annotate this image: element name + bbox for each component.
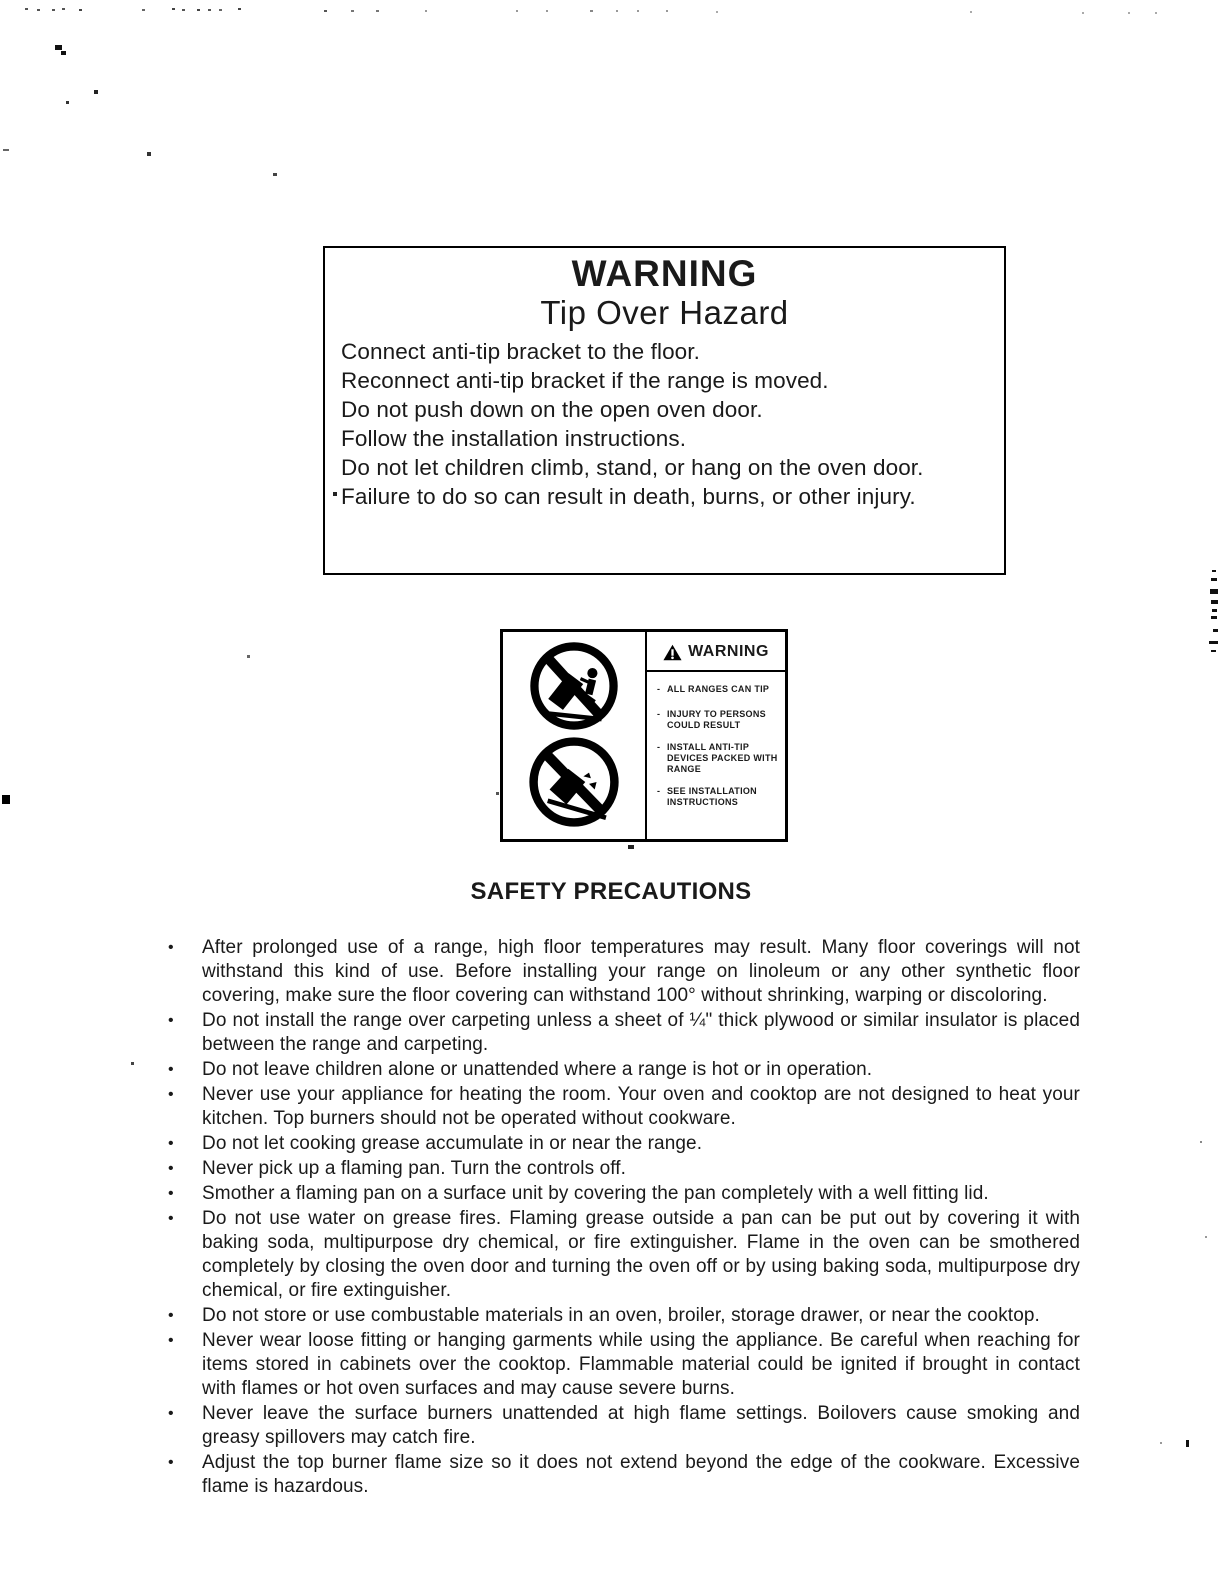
safety-bullet-item [160,1009,1080,1057]
warning-line: Do not push down on the open oven door. [341,397,763,422]
range-tip-over-prohibition-icon [527,735,621,829]
safety-bullet-item [160,1182,1080,1206]
warning-line: Failure to do so can result in death, burns, or other injury. [341,484,916,509]
safety-bullet-item [160,1451,1080,1499]
safety-bullet-text: Never use your appliance for heating the room. Your oven and cooktop are not designed to heat your kitchen. Top burners should not be operated without cookware. [202,1084,1080,1129]
bullet-marker: • [168,1160,174,1177]
safety-bullet-item [160,1207,1080,1303]
label-items [647,672,785,823]
warning-line: Do not let children climb, stand, or hang on the oven door. [341,455,924,480]
safety-bullet-text: After prolonged use of a range, high floor temperatures may result. Many floor coverings will not withstand this kind of use. Before installing your range on linoleum or any other synthetic floor covering, make sure the floor covering can withstand 100° without shrinking, warping or discoloring. [202,937,1080,1006]
safety-bullet-item [160,1157,1080,1181]
safety-bullet-text: Do not use water on grease fires. Flaming grease outside a pan can be put out by covering it with baking soda, multipurpose dry chemical, or fire extinguisher. Flame in the oven can be smothered completely by closing the oven door and turning the oven off or by using baking soda, multipurpose dry chemical, or fire extinguisher. [202,1208,1080,1301]
bullet-marker: • [168,1086,174,1103]
tip-over-warning-box [323,246,1006,575]
label-item-text: ALL RANGES CAN TIP [667,684,770,694]
range-tip-child-prohibition-icon [528,640,620,732]
label-item [657,684,779,695]
safety-precautions-list [160,936,1080,1500]
safety-precautions-heading: SAFETY PRECAUTIONS [470,878,752,905]
safety-bullet-text: Do not install the range over carpeting unless a sheet of ¼" thick plywood or similar insulator is placed between the range and carpeting. [202,1010,1080,1055]
safety-bullet-text: Smother a flaming pan on a surface unit by covering the pan completely with a well fitting lid. [202,1183,989,1204]
bullet-marker: • [168,1454,174,1471]
bullet-marker: • [168,1135,174,1152]
label-item-marker: - [657,709,661,719]
label-item [657,709,779,731]
safety-bullet-item [160,1402,1080,1450]
warning-line: Reconnect anti-tip bracket if the range is moved. [341,368,829,393]
warning-line: Connect anti-tip bracket to the floor. [341,339,700,364]
label-pictograms [503,632,647,839]
safety-bullet-text: Do not store or use combustable materials in an oven, broiler, storage drawer, or near the cooktop. [202,1305,1040,1326]
label-item-marker: - [657,684,661,694]
safety-bullet-text: Do not let cooking grease accumulate in or near the range. [202,1133,703,1154]
bullet-marker: • [168,939,174,956]
label-item-text: INJURY TO PERSONS COULD RESULT [667,709,766,730]
label-item-marker: - [657,742,661,752]
label-item-text: SEE INSTALLATION INSTRUCTIONS [667,786,757,807]
safety-bullet-text: Never wear loose fitting or hanging garments while using the appliance. Be careful when reaching for items stored in cabinets over the cooktop. Flammable material could be ignited if brought in contact with flames or hot oven surfaces and may cause severe burns. [202,1330,1080,1399]
label-text-column [647,632,785,839]
bullet-marker: • [168,1405,174,1422]
safety-bullet-item [160,1329,1080,1401]
safety-bullet-item [160,1132,1080,1156]
label-item-text: INSTALL ANTI-TIP DEVICES PACKED WITH RANGE [667,742,778,774]
label-item [657,742,779,775]
anti-tip-label [500,629,788,842]
safety-bullet-item [160,1058,1080,1082]
warning-subtitle: Tip Over Hazard [540,294,789,331]
bullet-marker: • [168,1332,174,1349]
safety-bullet-text: Do not leave children alone or unattended where a range is hot or in operation. [202,1059,873,1080]
safety-bullet-item [160,1083,1080,1131]
safety-bullet-text: Adjust the top burner flame size so it does not extend beyond the edge of the cookware. Excessive flame is hazardous. [202,1452,1080,1497]
bullet-marker: • [168,1012,174,1029]
bullet-marker: • [168,1210,174,1227]
label-warning-word: WARNING [688,643,769,660]
label-item [657,786,779,808]
safety-bullet-text: Never pick up a flaming pan. Turn the controls off. [202,1158,627,1179]
bullet-marker: • [168,1185,174,1202]
safety-bullet-item [160,1304,1080,1328]
warning-instructions [325,337,1004,511]
label-warning-header [647,632,785,672]
warning-triangle-icon [663,644,682,661]
safety-bullet-text: Never leave the surface burners unattended at high flame settings. Boilovers cause smoking and greasy spillovers may catch fire. [202,1403,1080,1448]
bullet-marker: • [168,1307,174,1324]
warning-line: Follow the installation instructions. [341,426,687,451]
bullet-marker: • [168,1061,174,1078]
label-item-marker: - [657,786,661,796]
warning-title: WARNING [571,253,758,294]
safety-bullet-item [160,936,1080,1008]
